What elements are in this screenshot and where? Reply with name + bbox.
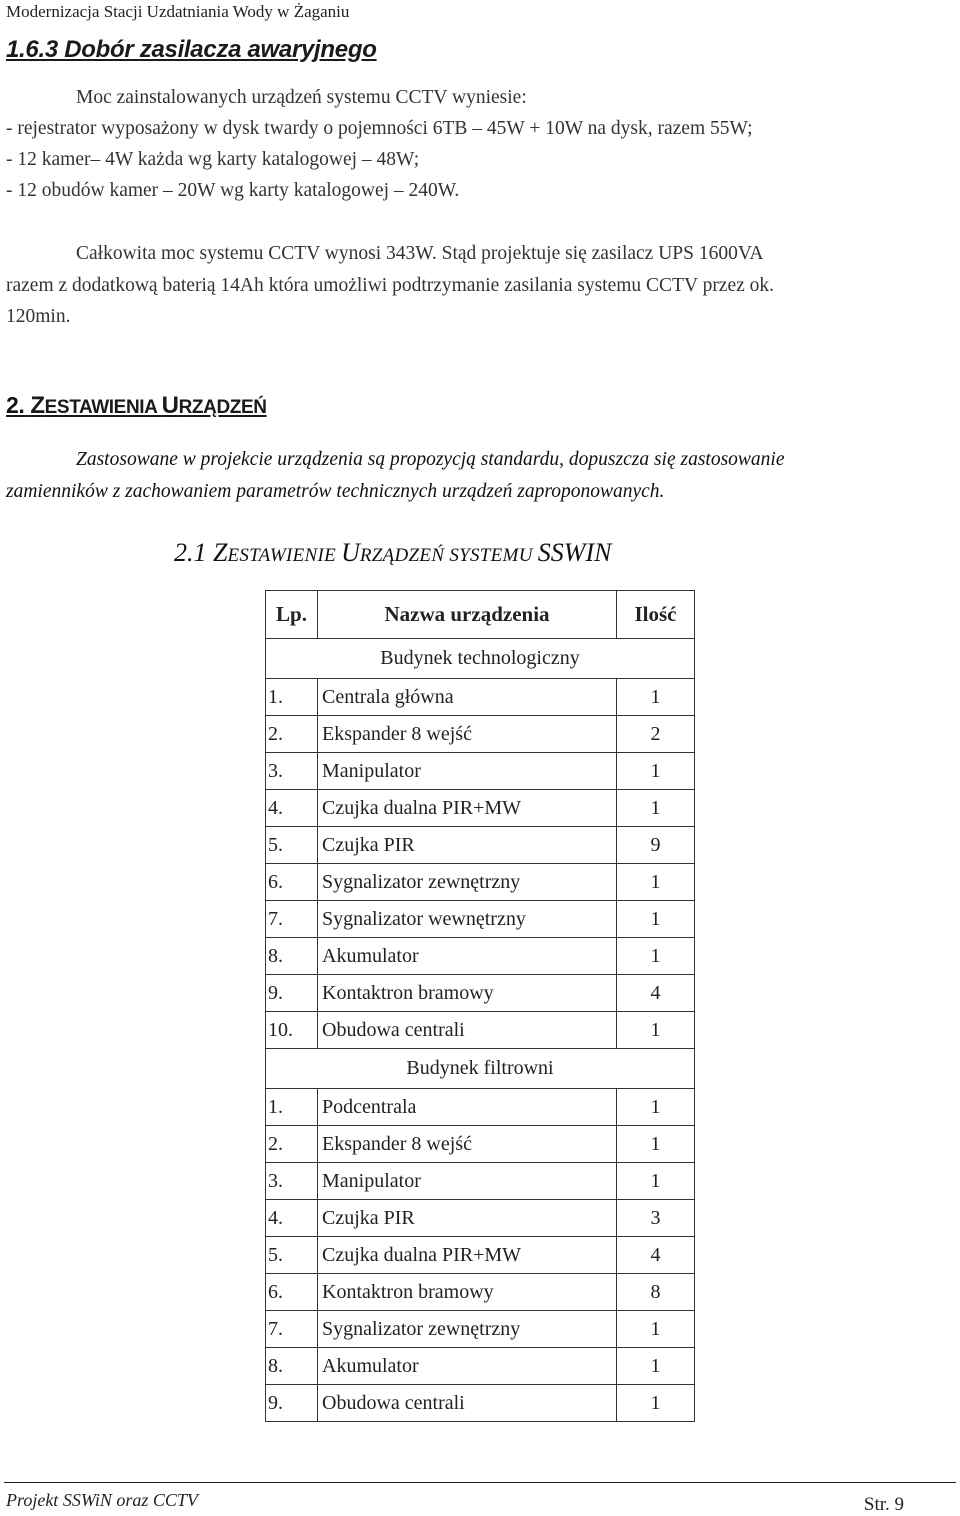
cell-lp: 3. [266,753,318,790]
document-header: Modernizacja Stacji Uzdatniania Wody w Żaganiu [6,2,350,21]
table-row [266,1163,695,1200]
table-row [266,975,695,1012]
cell-name: Obudowa centrali [318,1385,617,1422]
table-row [266,1012,695,1049]
cell-name: Ekspander 8 wejść [318,716,617,753]
chapter-number: 2. [6,392,25,418]
cell-lp: 4. [266,1200,318,1237]
cell-name: Manipulator [318,753,617,790]
table-header-row [266,591,695,639]
summary-line-1: Całkowita moc systemu CCTV wynosi 343W. Stąd projektuje się zasilacz UPS 1600VA [76,243,764,264]
footer-project-name: Projekt SSWiN oraz CCTV [6,1490,198,1510]
power-item-cameras: - 12 kamer– 4W każda wg karty katalogowej – 48W; [6,149,420,170]
group-label: Budynek filtrowni [266,1049,695,1089]
table-row [266,1348,695,1385]
subsection-number: 2.1 [174,538,213,567]
cell-qty: 4 [617,1237,695,1274]
power-item-housings: - 12 obudów kamer – 20W wg karty katalogowej – 240W. [6,180,460,201]
table-row [266,753,695,790]
table-row [266,1311,695,1348]
subsection-initial-u: U [341,538,360,567]
devices-table [265,590,695,1422]
table-row [266,1126,695,1163]
cell-qty: 3 [617,1200,695,1237]
cell-lp: 9. [266,1385,318,1422]
cell-name: Kontaktron bramowy [318,975,617,1012]
table-row [266,938,695,975]
cell-name: Sygnalizator zewnętrzny [318,864,617,901]
cell-lp: 8. [266,1348,318,1385]
cell-name: Centrala główna [318,679,617,716]
table-row [266,1274,695,1311]
table-group-row [266,639,695,679]
cell-lp: 6. [266,864,318,901]
footer-page-number: Str. 9 [863,1494,904,1515]
cell-lp: 2. [266,1126,318,1163]
cell-qty: 1 [617,1385,695,1422]
group-label: Budynek technologiczny [266,639,695,679]
cell-lp: 6. [266,1274,318,1311]
cell-name: Manipulator [318,1163,617,1200]
subsection-initial-z: Z [213,538,228,567]
cell-name: Obudowa centrali [318,1012,617,1049]
table-row [266,827,695,864]
cell-qty: 1 [617,938,695,975]
subsection-ssw: SSWIN [537,538,612,567]
cell-qty: 1 [617,1348,695,1385]
cell-lp: 5. [266,827,318,864]
intro-line-1: Zastosowane w projekcie urządzenia są propozycją standardu, dopuszcza się zastosowanie [76,449,785,470]
table-row [266,1089,695,1126]
cell-qty: 1 [617,679,695,716]
chapter-title-initial2: U [161,392,179,419]
cell-lp: 7. [266,901,318,938]
cell-qty: 1 [617,753,695,790]
table-row [266,864,695,901]
summary-line-2: razem z dodatkową baterią 14Ah która umożliwi podtrzymanie zasilania systemu CCTV przez ok. [6,275,775,296]
header-lp: Lp. [266,591,318,639]
section-heading: 1.6.3 Dobór zasilacza awaryjnego [6,36,377,63]
cell-lp: 8. [266,938,318,975]
cell-lp: 9. [266,975,318,1012]
cell-qty: 1 [617,901,695,938]
cell-lp: 7. [266,1311,318,1348]
cell-name: Czujka PIR [318,827,617,864]
table-body [266,639,695,1422]
subsection-part1: ESTAWIENIE [227,545,342,566]
table-row [266,679,695,716]
cell-lp: 5. [266,1237,318,1274]
power-intro-line: Moc zainstalowanych urządzeń systemu CCTV wyniesie: [76,87,527,108]
header-name: Nazwa urządzenia [318,591,617,639]
cell-qty: 1 [617,1089,695,1126]
chapter-title-part1: ESTAWIENIA [44,397,162,418]
cell-qty: 1 [617,1126,695,1163]
cell-name: Kontaktron bramowy [318,1274,617,1311]
cell-name: Sygnalizator zewnętrzny [318,1311,617,1348]
cell-lp: 3. [266,1163,318,1200]
cell-qty: 1 [617,1012,695,1049]
cell-name: Ekspander 8 wejść [318,1126,617,1163]
table-row [266,1385,695,1422]
cell-lp: 1. [266,1089,318,1126]
cell-lp: 2. [266,716,318,753]
table-row [266,1237,695,1274]
cell-name: Czujka dualna PIR+MW [318,1237,617,1274]
cell-name: Sygnalizator wewnętrzny [318,901,617,938]
summary-line-3: 120min. [6,306,71,327]
cell-qty: 1 [617,1163,695,1200]
cell-qty: 9 [617,827,695,864]
cell-lp: 4. [266,790,318,827]
cell-name: Czujka PIR [318,1200,617,1237]
table-row [266,1200,695,1237]
table-group-row [266,1049,695,1089]
cell-name: Czujka dualna PIR+MW [318,790,617,827]
chapter-title-initial: Z [30,392,45,419]
intro-line-2: zamienników z zachowaniem parametrów technicznych urządzeń zaproponowanych. [6,481,665,502]
cell-qty: 1 [617,864,695,901]
cell-lp: 1. [266,679,318,716]
subsection-heading [174,538,611,568]
cell-lp: 10. [266,1012,318,1049]
table-row [266,790,695,827]
table-row [266,716,695,753]
cell-qty: 8 [617,1274,695,1311]
cell-qty: 1 [617,1311,695,1348]
chapter-title-part2: RZĄDZEŃ [178,397,267,418]
table-row [266,901,695,938]
cell-name: Akumulator [318,938,617,975]
cell-qty: 2 [617,716,695,753]
header-qty: Ilość [617,591,695,639]
cell-qty: 1 [617,790,695,827]
subsection-part2: RZĄDZEŃ SYSTEMU [359,545,538,566]
cell-name: Podcentrala [318,1089,617,1126]
footer-divider [4,1482,956,1483]
cell-name: Akumulator [318,1348,617,1385]
cell-qty: 4 [617,975,695,1012]
power-item-recorder: - rejestrator wyposażony w dysk twardy o pojemności 6TB – 45W + 10W na dysk, razem 55W; [6,118,753,139]
chapter-heading [6,392,267,420]
